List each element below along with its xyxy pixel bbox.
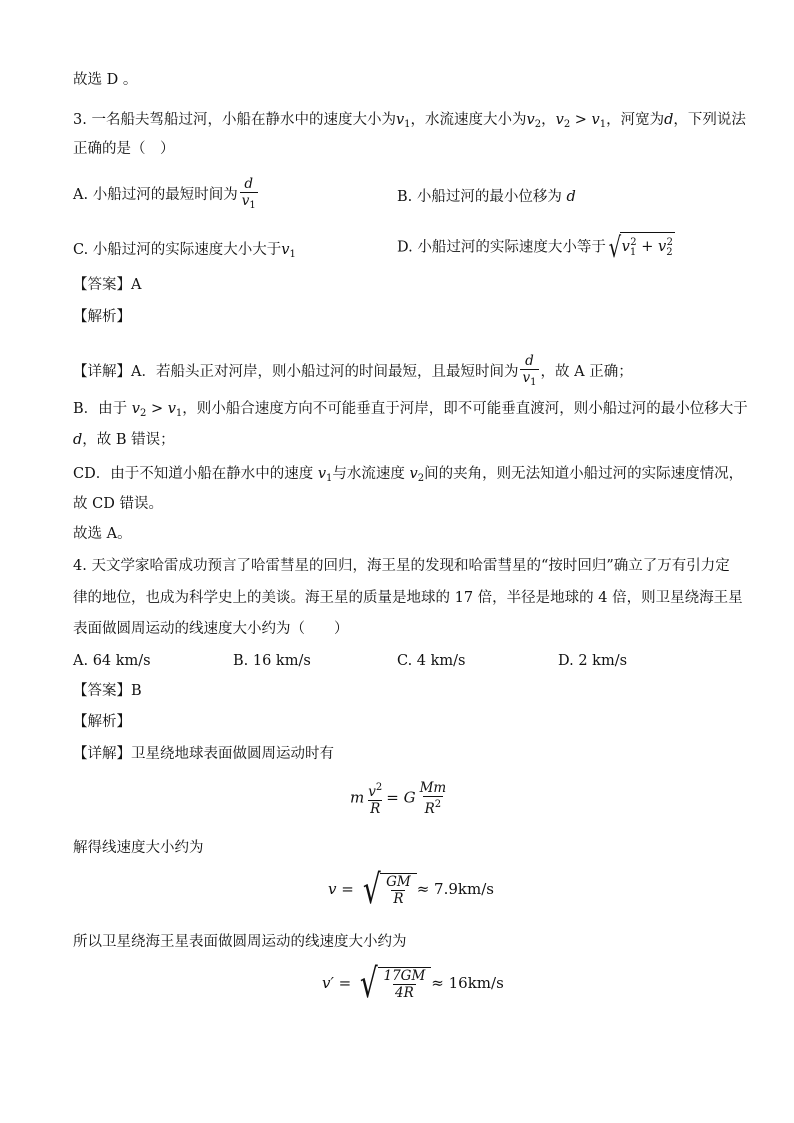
q4-stem-line1: 4. 天文学家哈雷成功预言了哈雷彗星的回归，海王星的发现和哈雷彗星的“按时回归”确立了万有引力定: [73, 558, 730, 574]
q3-option-d: D. 小船过河的实际速度大小等于 √ $v_1^2 + v_2^2$: [397, 230, 673, 264]
q3-stem-line1: 3. 一名船夫驾船过河，小船在静水中的速度大小为$v_1$，水流速度大小为$v_2$，$v_2 > v_1$，河宽为d，下列说法: [73, 112, 746, 130]
q3-detail-line2: B．由于 $v_2 > v_1$，则小船合速度方向不可能垂直于河岸，即不可能垂直渡河，则小船过河的最小位移大于: [73, 401, 748, 419]
q3-stem-line2: 正确的是（ ）: [73, 141, 175, 157]
q3-option-c: C. 小船过河的实际速度大小大于$v_1$: [73, 242, 296, 260]
q3-detail-line1: 【详解】A．若船头正对河岸，则小船过河的时间最短，且最短时间为 $\frac{d}{v_1}$ ，故 A 正确；: [73, 353, 633, 391]
q4-option-d: D. 2 km/s: [558, 653, 628, 669]
q4-detail-line3: 所以卫星绕海王星表面做圆周运动的线速度大小约为: [73, 934, 407, 950]
q3-option-a: A. 小船过河的最短时间为 $\frac{d}{v_1}$: [73, 176, 260, 214]
q4-answer: 【答案】B: [73, 683, 142, 699]
q4-number: 4.: [73, 558, 87, 574]
q3-detail-line5: 故 CD 错误。: [73, 496, 163, 512]
q3-analysis-label: 【解析】: [73, 309, 131, 325]
q3-answer: 【答案】A: [73, 277, 142, 293]
fraction-d-over-v1: $\frac{d}{v_1}$: [240, 176, 258, 214]
q4-option-b: B. 16 km/s: [233, 653, 311, 669]
q4-stem-line3: 表面做圆周运动的线速度大小约为（ ）: [73, 621, 349, 637]
q4-stem-line2: 律的地位，也成为科学史上的美谈。海王星的质量是地球的 17 倍，半径是地球的 4 倍，则卫星绕海王星: [73, 590, 743, 606]
previous-conclusion: 故选 D 。: [73, 72, 138, 88]
q4-option-a: A. 64 km/s: [73, 653, 151, 669]
q3-number: 3.: [73, 112, 87, 128]
q3-detail-line4: CD．由于不知道小船在静水中的速度 $v_1$与水流速度 $v_2$间的夹角，则无法知道小船过河的实际速度情况，: [73, 466, 744, 484]
equation-centripetal: m $\frac{v^2}{R}$ = G $\frac{Mm}{R^2}$: [350, 780, 447, 817]
q3-detail-line3: d，故 B 错误；: [73, 432, 175, 448]
q3-conclusion: 故选 A。: [73, 526, 132, 542]
equation-neptune-velocity: v′ = √ $\frac{17GM}{4R}$ ≈ 16km/s: [322, 961, 504, 1007]
q4-detail-line2: 解得线速度大小约为: [73, 840, 204, 856]
fraction-d-over-v1: $\frac{d}{v_1}$: [520, 353, 538, 391]
q4-analysis-label: 【解析】: [73, 714, 131, 730]
sqrt-expression: √ $v_1^2 + v_2^2$: [608, 230, 673, 264]
q4-option-c: C. 4 km/s: [397, 653, 466, 669]
equation-earth-velocity: v = √ $\frac{GM}{R}$ ≈ 7.9km/s: [328, 867, 494, 913]
q4-detail-line1: 【详解】卫星绕地球表面做圆周运动时有: [73, 746, 334, 762]
q3-option-b: B. 小船过河的最小位移为 d: [397, 189, 576, 205]
